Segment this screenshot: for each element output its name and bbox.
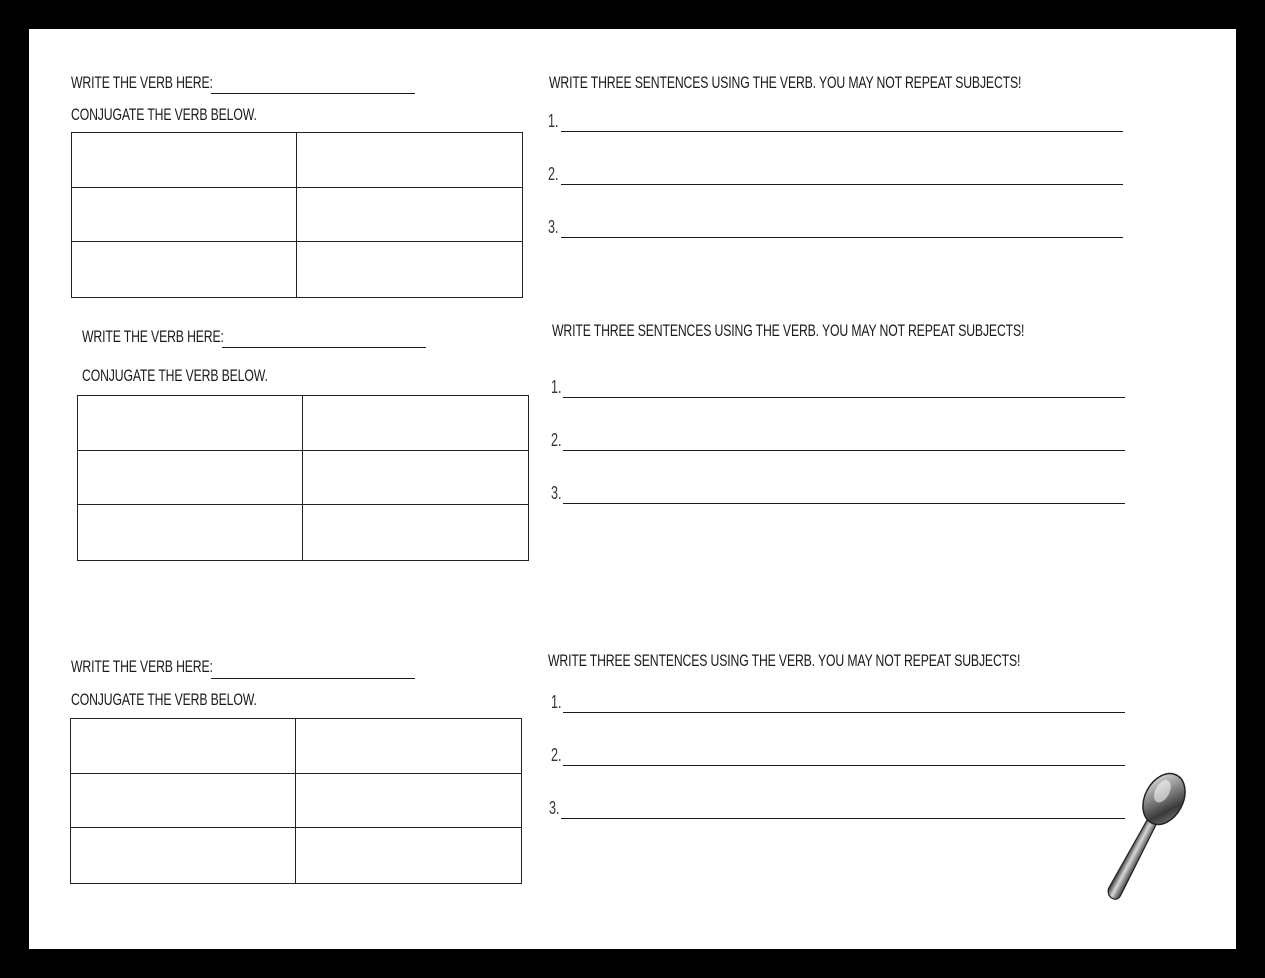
sentence-number: 2.	[551, 430, 562, 450]
conjugate-label: CONJUGATE THE VERB BELOW.	[71, 105, 257, 124]
sentence-line[interactable]	[563, 765, 1125, 766]
sentence-number: 2.	[548, 164, 559, 184]
sentence-number: 1.	[551, 377, 562, 397]
conjugation-cell[interactable]	[78, 396, 303, 451]
sentences-label: WRITE THREE SENTENCES USING THE VERB. YOU MAY NOT REPEAT SUBJECTS!	[549, 73, 1022, 92]
sentence-number: 2.	[551, 745, 562, 765]
sentence-line[interactable]	[563, 397, 1125, 398]
verb-label: WRITE THE VERB HERE:	[71, 657, 213, 676]
sentences-label: WRITE THREE SENTENCES USING THE VERB. YOU MAY NOT REPEAT SUBJECTS!	[548, 651, 1021, 670]
conjugation-cell[interactable]	[303, 505, 528, 560]
sentence-line[interactable]	[563, 503, 1125, 504]
conjugation-cell[interactable]	[78, 451, 303, 506]
conjugation-table	[77, 395, 529, 561]
conjugation-cell[interactable]	[72, 188, 297, 243]
conjugate-label: CONJUGATE THE VERB BELOW.	[82, 366, 268, 385]
conjugate-label: CONJUGATE THE VERB BELOW.	[71, 690, 257, 709]
sentence-number: 3.	[551, 483, 562, 503]
conjugation-cell[interactable]	[71, 828, 296, 883]
verb-label: WRITE THE VERB HERE:	[71, 73, 213, 92]
conjugation-cell[interactable]	[296, 774, 521, 829]
conjugation-cell[interactable]	[296, 828, 521, 883]
conjugation-cell[interactable]	[71, 774, 296, 829]
conjugation-table	[70, 718, 522, 884]
sentence-line[interactable]	[563, 450, 1125, 451]
conjugation-cell[interactable]	[297, 133, 522, 188]
verb-write-line[interactable]	[211, 678, 415, 679]
conjugation-cell[interactable]	[72, 133, 297, 188]
sentence-line[interactable]	[561, 818, 1125, 819]
sentence-line[interactable]	[561, 237, 1123, 238]
sentence-line[interactable]	[563, 712, 1125, 713]
conjugation-cell[interactable]	[303, 396, 528, 451]
sentence-line[interactable]	[561, 131, 1123, 132]
conjugation-cell[interactable]	[297, 188, 522, 243]
conjugation-table	[71, 132, 523, 298]
verb-label: WRITE THE VERB HERE:	[82, 327, 224, 346]
conjugation-cell[interactable]	[78, 505, 303, 560]
sentence-number: 1.	[548, 111, 559, 131]
conjugation-cell[interactable]	[72, 242, 297, 297]
sentences-label: WRITE THREE SENTENCES USING THE VERB. YOU MAY NOT REPEAT SUBJECTS!	[552, 321, 1025, 340]
conjugation-cell[interactable]	[71, 719, 296, 774]
sentence-number: 3.	[548, 217, 559, 237]
sentence-number: 1.	[551, 692, 562, 712]
verb-write-line[interactable]	[222, 347, 426, 348]
sentence-line[interactable]	[561, 184, 1123, 185]
conjugation-cell[interactable]	[303, 451, 528, 506]
spoon-icon	[1099, 769, 1199, 914]
conjugation-cell[interactable]	[296, 719, 521, 774]
verb-write-line[interactable]	[211, 93, 415, 94]
worksheet-page	[29, 29, 1236, 949]
sentence-number: 3.	[549, 798, 560, 818]
conjugation-cell[interactable]	[297, 242, 522, 297]
